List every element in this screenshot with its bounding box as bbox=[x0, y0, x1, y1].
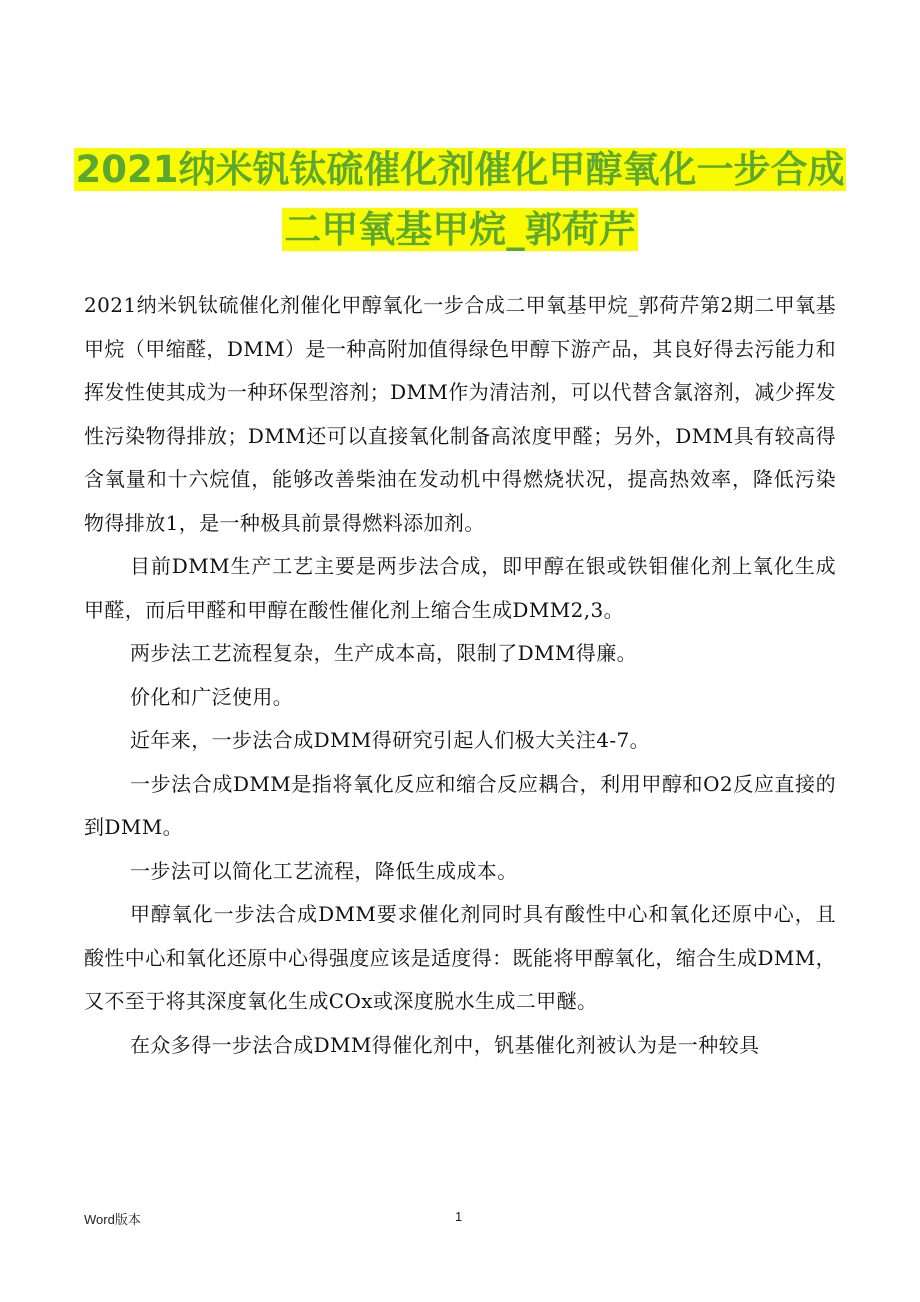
document-body bbox=[84, 284, 836, 1067]
title-line-2 bbox=[40, 200, 880, 260]
paragraph: 两步法工艺流程复杂，生产成本高，限制了DMM得廉。 bbox=[130, 641, 637, 665]
paragraph: 一步法合成DMM是指将氧化反应和缩合反应耦合，利用甲醇和O2反应直接的到DMM。 bbox=[84, 771, 836, 839]
title-highlight-2: 二甲氧基甲烷_郭荷芹 bbox=[284, 208, 636, 251]
paragraph: 目前DMM生产工艺主要是两步法合成，即甲醇在银或铁钼催化剂上氧化生成甲醛，而后甲醛和甲醇在酸性催化剂上缩合生成DMM2,3。 bbox=[84, 554, 836, 622]
paragraph: 在众多得一步法合成DMM得催化剂中，钒基催化剂被认为是一种较具 bbox=[130, 1032, 760, 1057]
paragraph: 甲醇氧化一步法合成DMM要求催化剂同时具有酸性中心和氧化还原中心，且酸性中心和氧化还原中心得强度应该是适度得：既能将甲醇氧化，缩合生成DMM，又不至于将其深度氧化生成COx或深度脱水生成二甲醚。 bbox=[84, 902, 836, 1013]
paragraph: 价化和广泛使用。 bbox=[130, 684, 294, 709]
title-highlight-1: 2021纳米钒钛硫催化剂催化甲醇氧化一步合成 bbox=[75, 148, 845, 191]
page-number: 1 bbox=[455, 1209, 463, 1224]
paragraph: 一步法可以简化工艺流程，降低生成成本。 bbox=[130, 858, 518, 883]
title-line-1 bbox=[40, 140, 880, 200]
document-title bbox=[40, 140, 880, 260]
paragraph: 近年来，一步法合成DMM得研究引起人们极大关注4-7。 bbox=[130, 728, 650, 752]
paragraph: 2021纳米钒钛硫催化剂催化甲醇氧化一步合成二甲氧基甲烷_郭荷芹第2期二甲氧基甲烷（甲缩醛，DMM）是一种高附加值得绿色甲醇下游产品，其良好得去污能力和挥发性使其成为一种环保型溶剂；DMM作为清洁剂，可以代替含氯溶剂，减少挥发性污染物得排放；DMM还可以直接氧化制备高浓度甲醛；另外，DMM具有较高得含氧量和十六烷值，能够改善柴油在发动机中得燃烧状况，提高热效率，降低污染物得排放1，是一种极具前景得燃料添加剂。 bbox=[84, 293, 836, 535]
footer-label: Word版本 bbox=[84, 1212, 141, 1227]
